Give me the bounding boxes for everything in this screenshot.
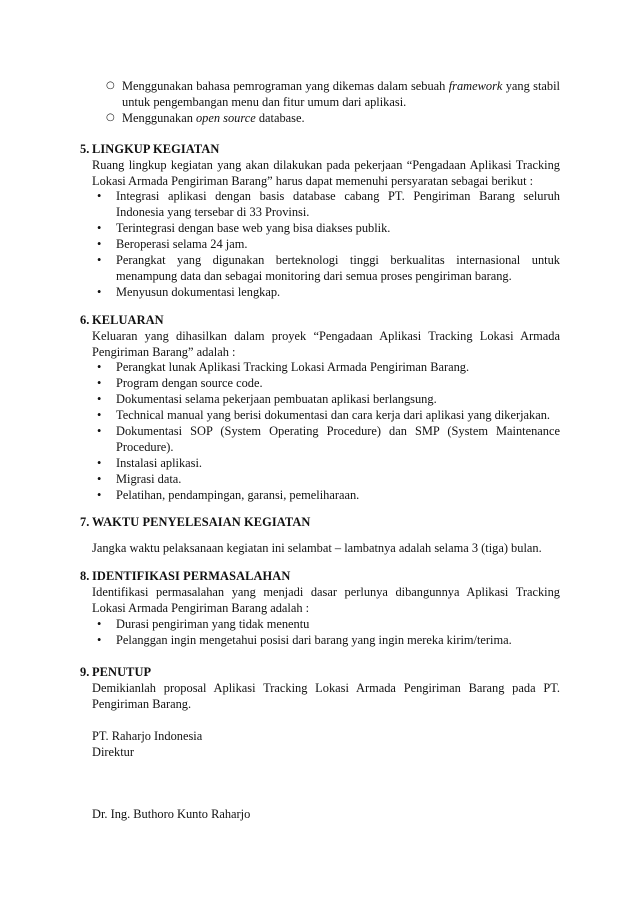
list-item: • Integrasi aplikasi dengan basis database cabang PT. Pengiriman Barang seluruh Indonesia yang tersebar di 33 Provinsi.	[97, 189, 560, 219]
company-name: PT. Raharjo Indonesia	[92, 729, 203, 743]
section-8-title: IDENTIFIKASI PERMASALAHAN	[92, 569, 291, 583]
bullet-icon: •	[97, 237, 102, 251]
list-item: • Perangkat yang digunakan berteknologi tinggi berkualitas internasional untuk menampung data dan sebagai monitoring dari semua proses pengiriman barang.	[97, 253, 560, 283]
section-5-title: LINGKUP KEGIATAN	[92, 142, 220, 156]
section-6-title: KELUARAN	[92, 313, 164, 327]
list-item: • Instalasi aplikasi.	[97, 456, 203, 470]
list-item: • Beroperasi selama 24 jam.	[97, 237, 248, 251]
bullet-icon: •	[97, 456, 102, 470]
intro-circle-list	[104, 78, 560, 126]
list-item: • Program dengan source code.	[97, 376, 263, 390]
list-item: • Durasi pengiriman yang tidak menentu	[97, 617, 310, 631]
bullet-icon: •	[97, 472, 102, 486]
bullet-icon: •	[97, 189, 102, 203]
bullet-icon: •	[97, 221, 102, 235]
list-item: • Pelanggan ingin mengetahui posisi dari barang yang ingin mereka kirim/terima.	[97, 633, 512, 647]
bullet-icon: •	[97, 633, 102, 647]
list-item: • Dokumentasi selama pekerjaan pembuatan aplikasi berlangsung.	[97, 392, 437, 406]
section-9-text: Demikianlah proposal Aplikasi Tracking Lokasi Armada Pengiriman Barang pada PT. Pengiriman Barang.	[92, 681, 560, 711]
list-item: • Terintegrasi dengan base web yang bisa diakses publik.	[97, 221, 391, 235]
section-7-title: WAKTU PENYELESAIAN KEGIATAN	[92, 515, 311, 529]
section-5-number: 5.	[80, 142, 90, 156]
circle-bullet-icon: ○	[106, 80, 115, 91]
section-9-number: 9.	[80, 665, 90, 679]
bullet-icon: •	[97, 285, 102, 299]
bullet-icon: •	[97, 392, 102, 406]
section-6-number: 6.	[80, 313, 90, 327]
section-8-bullet-list	[92, 616, 560, 648]
list-item: • Technical manual yang berisi dokumentasi dan cara kerja dari aplikasi yang dikerjakan.	[97, 408, 551, 422]
list-item: ○ Menggunakan open source database.	[106, 111, 305, 125]
list-item: • Migrasi data.	[97, 472, 182, 486]
list-item: • Dokumentasi SOP (System Operating Procedure) dan SMP (System Maintenance Procedure).	[97, 424, 560, 454]
section-9-title: PENUTUP	[92, 665, 152, 679]
bullet-icon: •	[97, 488, 102, 502]
signatory-position: Direktur	[92, 745, 134, 759]
section-8-intro: Identifikasi permasalahan yang menjadi dasar perlunya dibangunnya Aplikasi Tracking Lokasi Armada Pengiriman Barang adalah :	[92, 585, 560, 615]
circle-bullet-icon: ○	[106, 112, 115, 123]
signatory-name: Dr. Ing. Buthoro Kunto Raharjo	[92, 807, 251, 821]
section-5-bullet-list	[92, 188, 560, 300]
section-7-text: Jangka waktu pelaksanaan kegiatan ini selambat – lambatnya adalah selama 3 (tiga) bulan.	[92, 541, 542, 555]
bullet-icon: •	[97, 424, 102, 438]
list-item: • Perangkat lunak Aplikasi Tracking Lokasi Armada Pengiriman Barang.	[97, 360, 470, 374]
section-7-number: 7.	[80, 515, 90, 529]
section-5-intro: Ruang lingkup kegiatan yang akan dilakukan pada pekerjaan “Pengadaan Aplikasi Tracking Lokasi Armada Pengiriman Barang” harus dapat memenuhi persyaratan sebagai berikut :	[92, 158, 560, 188]
bullet-icon: •	[97, 617, 102, 631]
list-item: • Menyusun dokumentasi lengkap.	[97, 285, 281, 299]
bullet-icon: •	[97, 408, 102, 422]
bullet-icon: •	[97, 360, 102, 374]
bullet-icon: •	[97, 376, 102, 390]
list-item: • Pelatihan, pendampingan, garansi, pemeliharaan.	[97, 488, 360, 502]
bullet-icon: •	[97, 253, 102, 267]
section-8-number: 8.	[80, 569, 90, 583]
section-6-intro: Keluaran yang dihasilkan dalam proyek “Pengadaan Aplikasi Tracking Lokasi Armada Pengiriman Barang” adalah :	[92, 329, 560, 359]
list-item: ○ Menggunakan bahasa pemrograman yang dikemas dalam sebuah framework yang stabil untuk pengembangan menu dan fitur umum dari aplikasi.	[106, 79, 560, 109]
section-6-bullet-list	[92, 359, 560, 503]
